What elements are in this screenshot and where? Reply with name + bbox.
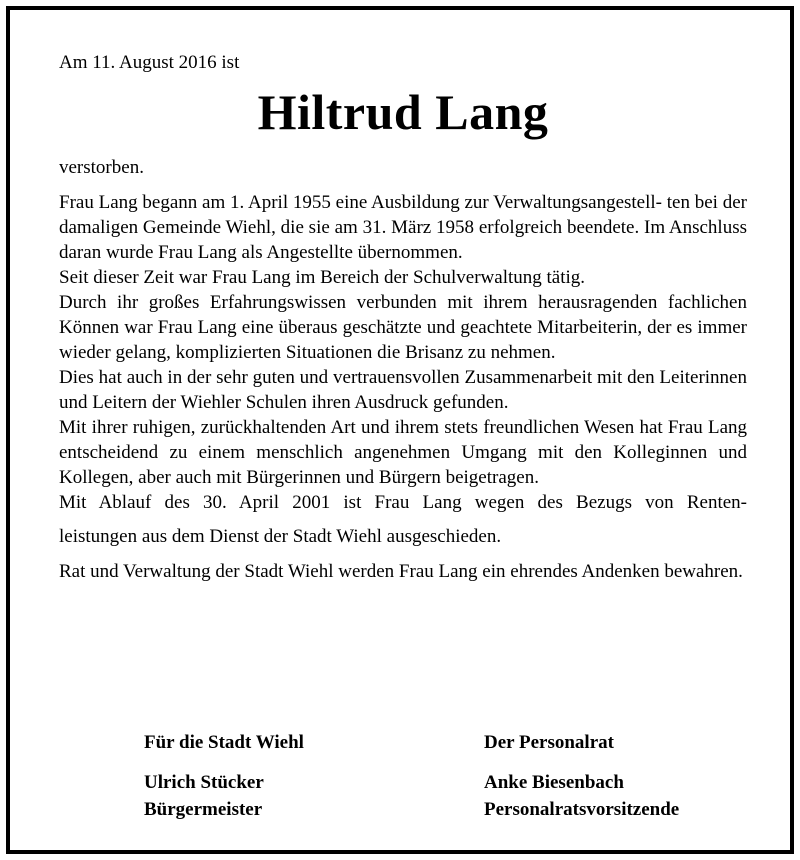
paragraph-career-start: Frau Lang begann am 1. April 1955 eine Ausbildung zur Verwaltungsangestell- ten bei der damaligen Gemeinde Wiehl, die sie am 31. März 1958 erfolgreich beendete. Im Anschluss daran wurde Frau Lang als Angestellte übernommen.: [59, 192, 747, 263]
signer-name: Anke Biesenbach: [484, 772, 624, 793]
paragraph-expertise: Durch ihr großes Erfahrungswissen verbunden mit ihrem herausragenden fachlichen Können war Frau Lang eine überaus geschätzte und geachtete Mitarbeiterin, der es immer wieder gelang, komplizierten Situationen die Brisanz zu nehmen.: [59, 292, 747, 363]
signature-staff-council: [484, 730, 679, 822]
paragraph-retirement-line1: Mit Ablauf des 30. April 2001 ist Frau Lang wegen des Bezugs von Renten-: [59, 492, 747, 513]
signature-heading: Für die Stadt Wiehl: [144, 732, 304, 753]
paragraph-retirement-line2: leistungen aus dem Dienst der Stadt Wiehl ausgeschieden.: [59, 526, 502, 547]
paragraph-cooperation: Dies hat auch in der sehr guten und vertrauensvollen Zusammenarbeit mit den Leiterinnen und Leitern der Wiehler Schulen ihren Ausdruck gefunden.: [59, 367, 747, 413]
signature-city: [144, 730, 304, 822]
signer-role: Bürgermeister: [144, 799, 263, 820]
obituary-body: [59, 190, 747, 549]
signer-name: Ulrich Stücker: [144, 772, 264, 793]
notice-frame: [6, 6, 794, 854]
paragraph-character: Mit ihrer ruhigen, zurückhaltenden Art und ihrem stets freundlichen Wesen hat Frau Lang entscheidend zu einem menschlich angenehmen Umgang mit den Kolleginnen und Kollegen, aber auch mit Bürgerinnen und Bürgern beigetragen.: [59, 417, 747, 488]
signer-role: Personalratsvorsitzende: [484, 799, 680, 820]
signature-heading: Der Personalrat: [484, 732, 614, 753]
notice-content: [59, 50, 747, 820]
verb-line: verstorben.: [59, 157, 144, 178]
closing-paragraph: Rat und Verwaltung der Stadt Wiehl werden Frau Lang ein ehrendes Andenken bewahren.: [59, 561, 743, 582]
deceased-name: Hiltrud Lang: [257, 84, 549, 140]
paragraph-school-admin: Seit dieser Zeit war Frau Lang im Bereich der Schulverwaltung tätig.: [59, 267, 586, 288]
intro-line: Am 11. August 2016 ist: [59, 52, 240, 73]
